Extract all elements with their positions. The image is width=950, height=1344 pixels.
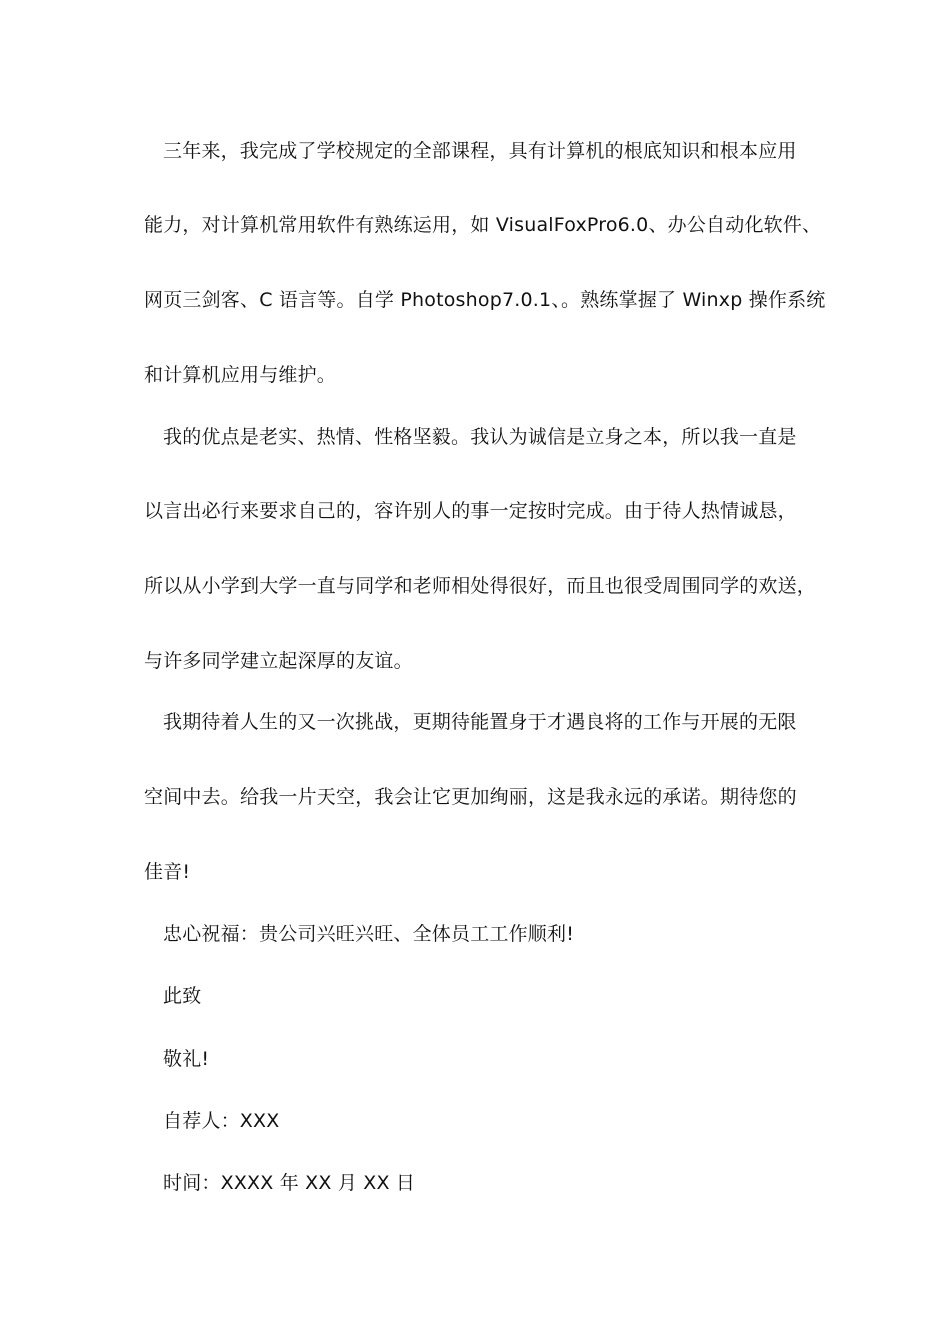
paragraph-1-line-4: 和计算机应用与维护。 [144, 364, 337, 386]
paragraph-3-line-1: 我期待着人生的又一次挑战，更期待能置身于才遇良将的工作与开展的无限 [163, 711, 797, 733]
date-line: 时间：XXXX 年 XX 月 XX 日 [163, 1172, 416, 1194]
paragraph-1-line-3: 网页三剑客、C 语言等。自学 Photoshop7.0.1、。熟练掌握了 Winxp 操作系统 [144, 289, 826, 311]
paragraph-3-line-3: 佳音! [144, 861, 191, 883]
paragraph-2-line-2: 以言出必行来要求自己的，容许别人的事一定按时完成。由于待人热情诚恳， [144, 500, 797, 522]
signer-line: 自荐人：XXX [163, 1110, 280, 1132]
paragraph-1-line-1: 三年来，我完成了学校规定的全部课程，具有计算机的根底知识和根本应用 [163, 140, 797, 162]
paragraph-2-line-4: 与许多同学建立起深厚的友谊。 [144, 650, 413, 672]
closing-salutation-1: 此致 [163, 985, 202, 1007]
paragraph-1-line-2: 能力，对计算机常用软件有熟练运用，如 VisualFoxPro6.0、办公自动化软件、 [144, 214, 822, 236]
paragraph-2-line-3: 所以从小学到大学一直与同学和老师相处得很好，而且也很受周围同学的欢送， [144, 575, 817, 597]
paragraph-2-line-1: 我的优点是老实、热情、性格坚毅。我认为诚信是立身之本，所以我一直是 [163, 426, 797, 448]
closing-wishes: 忠心祝福：贵公司兴旺兴旺、全体员工工作顺利! [163, 923, 575, 945]
closing-salutation-2: 敬礼! [163, 1048, 210, 1070]
paragraph-3-line-2: 空间中去。给我一片天空，我会让它更加绚丽，这是我永远的承诺。期待您的 [144, 786, 797, 808]
